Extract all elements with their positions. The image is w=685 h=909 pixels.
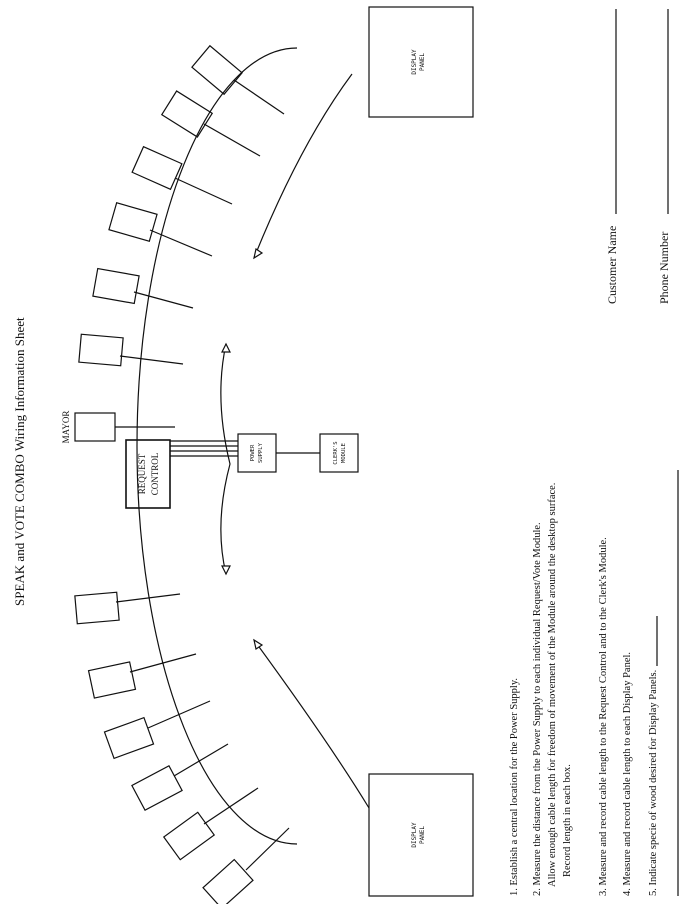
movement-arrow-left xyxy=(221,344,230,574)
instructions-block xyxy=(509,483,659,896)
request-vote-module[interactable] xyxy=(162,91,260,156)
request-vote-module[interactable] xyxy=(132,744,228,810)
instruction-3: 3. Measure and record cable length to the Request Control and to the Clerk's Module. xyxy=(598,537,609,896)
instruction-5: 5. Indicate specie of wood desired for Display Panels. xyxy=(648,669,659,896)
power-supply-label-1: POWER xyxy=(250,444,256,462)
display-panel-left[interactable] xyxy=(369,774,473,896)
display-panel-left-label-2: PANEL xyxy=(419,825,426,845)
customer-name-label: Customer Name xyxy=(605,225,619,304)
request-control-label-2: CONTROL xyxy=(150,452,160,496)
instruction-2c: Record length in each box. xyxy=(562,764,573,877)
power-supply-label-2: SUPPLY xyxy=(258,443,264,463)
display-panel-right[interactable] xyxy=(369,7,473,117)
display-panel-right-label-1: DISPLAY xyxy=(411,49,418,75)
request-vote-module-group xyxy=(75,46,289,904)
request-vote-module[interactable] xyxy=(192,46,284,114)
clerks-module-label-1: CLERK'S xyxy=(333,441,339,465)
request-vote-module[interactable] xyxy=(93,269,193,308)
request-vote-module[interactable] xyxy=(203,828,289,904)
instruction-1: 1. Establish a central location for the Power Supply. xyxy=(509,677,520,896)
power-supply-box[interactable] xyxy=(238,434,276,472)
mayor-label: MAYOR xyxy=(61,410,71,444)
display-panel-left-label-1: DISPLAY xyxy=(411,822,418,848)
mayor-module[interactable] xyxy=(61,411,175,444)
instruction-2b: Allow enough cable length for freedom of movement of the Module around the desktop surface. xyxy=(547,482,558,887)
phone-number-label: Phone Number xyxy=(657,231,671,304)
instruction-4: 4. Measure and record cable length to each Display Panel. xyxy=(622,651,633,896)
clerks-module-label-2: MODULE xyxy=(341,443,347,463)
request-vote-module[interactable] xyxy=(79,334,183,366)
request-vote-module[interactable] xyxy=(164,788,258,860)
request-vote-module[interactable] xyxy=(75,592,180,624)
display-left-cable-arrow xyxy=(254,640,369,808)
request-vote-module[interactable] xyxy=(89,654,196,698)
clerks-module-box[interactable] xyxy=(320,434,358,472)
request-control-label-1: REQUEST xyxy=(137,453,147,495)
instruction-2: 2. Measure the distance from the Power Supply to each individual Request/Vote Module. xyxy=(532,522,543,896)
display-panel-right-label-2: PANEL xyxy=(419,52,426,72)
request-control-box[interactable] xyxy=(126,440,170,508)
request-vote-module[interactable] xyxy=(132,147,232,204)
sheet-title: SPEAK and VOTE COMBO Wiring Information Sheet xyxy=(12,317,27,606)
display-right-cable-arrow xyxy=(254,74,352,258)
request-vote-module[interactable] xyxy=(109,203,212,256)
